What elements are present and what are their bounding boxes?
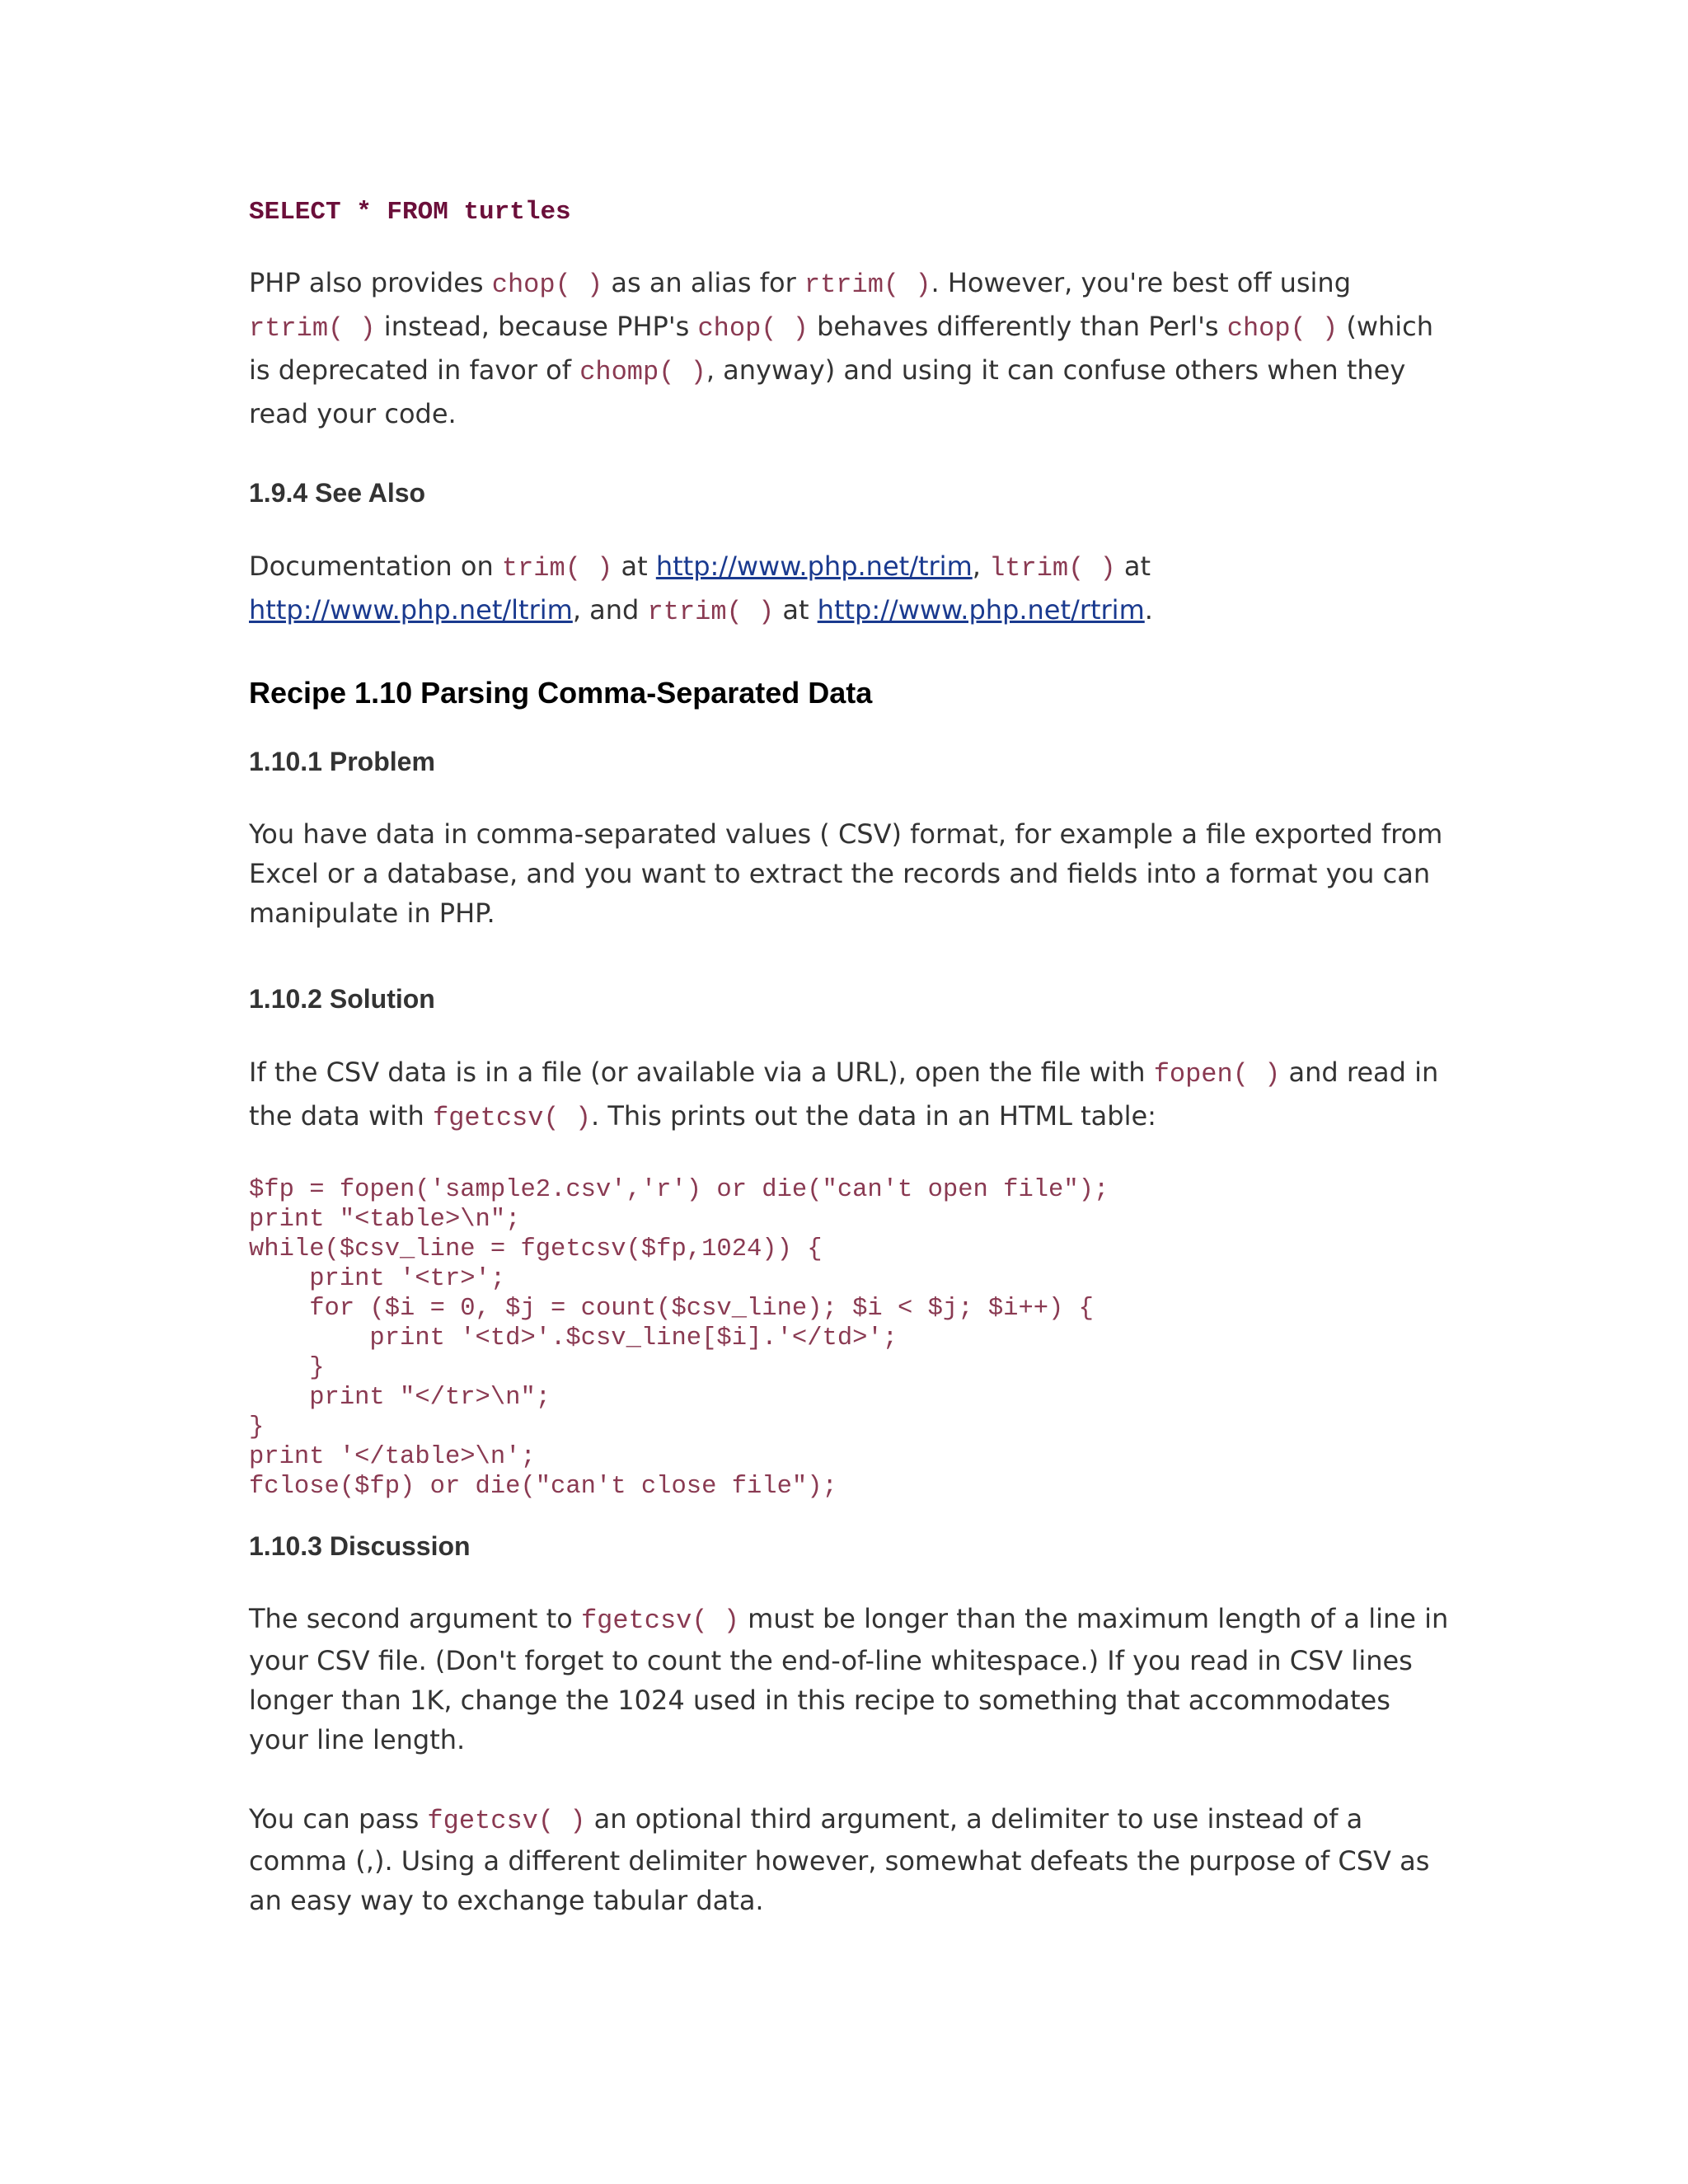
inline-code: fgetcsv( )	[427, 1806, 586, 1836]
see-also-paragraph: Documentation on trim( ) at http://www.php.net/trim, ltrim( ) at http://www.php.net/ltrim, and rtrim( ) at http://www.php.net/rtrim.	[249, 551, 1153, 627]
discussion-paragraph-2: You can pass fgetcsv( ) an optional third argument, a delimiter to use instead of a comma (,). Using a different delimiter however, somewhat defeats the purpose of CSV as an easy way to exchange tabular data.	[249, 1803, 1430, 1916]
rtrim-docs-link[interactable]: http://www.php.net/rtrim	[817, 594, 1145, 626]
chop-alias-paragraph: PHP also provides chop( ) as an alias for rtrim( ). However, you're best off using rtrim( ) instead, because PHP's chop( ) behaves differently than Perl's chop( ) (which is deprecated in favor of chomp( ), anyway) and using it can confuse others when they read your code.	[249, 267, 1434, 429]
inline-code: rtrim( )	[804, 269, 931, 300]
inline-code: chomp( )	[579, 357, 706, 387]
ltrim-docs-link[interactable]: http://www.php.net/ltrim	[249, 594, 573, 626]
csv-code-block: $fp = fopen('sample2.csv','r') or die("can't open file"); print "<table>\n"; while($csv_line = fgetcsv($fp,1024)) { print '<tr>'; for ($i = 0, $j = count($csv_line); $i < $j; $i++) { print '<td>'.$csv_line[$i].'</td>'; } print "</tr>\n"; } print '</table>\n'; fclose($fp) or die("can't close file");	[249, 1176, 1109, 1501]
inline-code: trim( )	[501, 553, 613, 583]
solution-heading: 1.10.2 Solution	[249, 984, 435, 1014]
inline-code: chop( )	[697, 313, 809, 344]
discussion-heading: 1.10.3 Discussion	[249, 1531, 471, 1561]
inline-code: rtrim( )	[249, 313, 376, 344]
inline-code: rtrim( )	[647, 597, 775, 627]
solution-paragraph: If the CSV data is in a file (or available via a URL), open the file with fopen( ) and read in the data with fgetcsv( ). This prints out the data in an HTML table:	[249, 1057, 1439, 1133]
see-also-heading: 1.9.4 See Also	[249, 478, 426, 508]
document-page	[249, 190, 1452, 1920]
inline-code: fgetcsv( )	[433, 1103, 592, 1133]
discussion-paragraph-1: The second argument to fgetcsv( ) must be longer than the maximum length of a line in your CSV file. (Don't forget to count the end-of-line whitespace.) If you read in CSV lines longer than 1K, change the 1024 used in this recipe to something that accommodates your line length.	[249, 1603, 1449, 1755]
inline-code: chop( )	[1226, 313, 1339, 344]
trim-docs-link[interactable]: http://www.php.net/trim	[655, 551, 973, 582]
inline-code: ltrim( )	[989, 553, 1116, 583]
inline-code: fgetcsv( )	[580, 1605, 739, 1636]
inline-code: fopen( )	[1153, 1059, 1281, 1090]
inline-code: chop( )	[491, 269, 603, 300]
problem-heading: 1.10.1 Problem	[249, 747, 435, 776]
problem-paragraph: You have data in comma-separated values ( CSV) format, for example a file exported from Excel or a database, and you want to extract the records and fields into a format you can manipulate in PHP.	[249, 818, 1443, 929]
sql-code-line: SELECT * FROM turtles	[249, 198, 571, 227]
recipe-title: Recipe 1.10 Parsing Comma-Separated Data	[249, 676, 873, 710]
